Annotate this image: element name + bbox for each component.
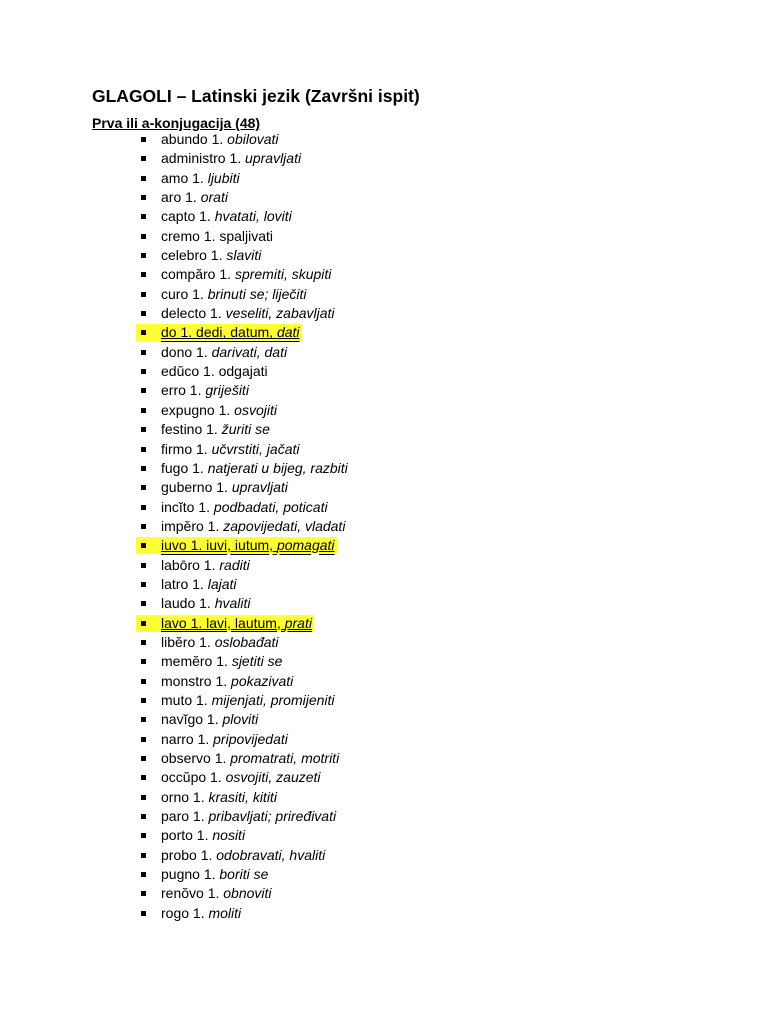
verb-meaning: upravljati [231,479,288,496]
square-bullet-icon [141,601,146,606]
square-bullet-icon [141,853,146,858]
verb-meaning: slaviti [226,247,262,264]
verb-form: impĕro 1. [161,517,224,534]
verb-form: guberno 1. [161,479,232,496]
verb-meaning: ljubiti [207,169,240,186]
square-bullet-icon [141,214,146,219]
verb-meaning: upravljati [245,150,302,167]
verb-form: muto 1. [161,691,212,708]
verb-meaning: zapovijedati, vladati [223,517,346,534]
verb-entry-text [161,904,241,923]
square-bullet-icon [141,292,146,297]
square-bullet-icon [141,176,146,181]
verb-entry-text [161,672,293,691]
verb-form: cremo 1. spaljivati [161,227,274,244]
square-bullet-icon [141,737,146,742]
verb-meaning: raditi [219,556,250,573]
square-bullet-icon [141,485,146,490]
square-bullet-icon [141,253,146,258]
verb-entry-text [161,614,312,633]
square-bullet-icon [141,717,146,722]
verb-entry-text [161,749,339,768]
verb-meaning: osvojiti [234,401,277,418]
verb-meaning: podbadati, poticati [213,498,328,515]
verb-form: libĕro 1. [161,633,215,650]
verb-meaning: darivati, dati [211,343,288,360]
square-bullet-icon [141,388,146,393]
verb-meaning: lajati [207,575,237,592]
verb-meaning: učvrstiti, jačati [211,440,300,457]
verb-form: probo 1. [161,846,217,863]
verb-entry-text [161,265,331,284]
verb-form: navĭgo 1. [161,711,223,728]
verb-meaning: hvatati, loviti [214,208,292,225]
verb-entry-text [161,846,325,865]
verb-entry-text [161,401,277,420]
verb-form: celebro 1. [161,247,227,264]
square-bullet-icon [141,195,146,200]
verb-entry-text [161,188,228,207]
square-bullet-icon [141,891,146,896]
square-bullet-icon [141,137,146,142]
verb-entry-text [161,536,335,555]
square-bullet-icon [141,833,146,838]
verb-form: administro 1. [161,150,246,167]
square-bullet-icon [141,563,146,568]
square-bullet-icon [141,582,146,587]
verb-meaning: obilovati [227,131,279,147]
verb-entry-text [161,594,251,613]
square-bullet-icon [141,350,146,355]
verb-form: do 1. dedi, datum, [161,324,277,341]
square-bullet-icon [141,679,146,684]
verb-form: orno 1. [161,788,209,805]
square-bullet-icon [141,272,146,277]
square-bullet-icon [141,756,146,761]
verb-meaning: mijenjati, promijeniti [211,691,335,708]
square-bullet-icon [141,659,146,664]
verb-form: laudo 1. [161,595,215,612]
verb-entry-text [161,478,288,497]
verb-form: firmo 1. [161,440,212,457]
square-bullet-icon [141,775,146,780]
verb-entry-text [161,498,328,517]
verb-meaning: prati [284,614,312,631]
verb-form: monstro 1. [161,672,232,689]
verb-meaning: odobravati, hvaliti [216,846,326,863]
verb-entry-text [161,884,272,903]
square-bullet-icon [141,872,146,877]
square-bullet-icon [141,524,146,529]
verb-meaning: veseliti, zabavljati [225,305,335,322]
verb-meaning: oslobađati [214,633,279,650]
verb-meaning: hvaliti [214,595,251,612]
square-bullet-icon [141,911,146,916]
square-bullet-icon [141,311,146,316]
verb-entry-text [161,285,307,304]
document-title: GLAGOLI – Latinski jezik (Završni ispit) [92,86,420,106]
verb-form: labōro 1. [161,556,220,573]
square-bullet-icon [141,330,146,335]
square-bullet-icon [141,466,146,471]
square-bullet-icon [141,447,146,452]
verb-form: observo 1. [161,750,231,766]
verb-form: memĕro 1. [161,653,232,670]
verb-entry-text [161,304,335,323]
verb-meaning: promatrati, motriti [230,750,340,766]
verb-meaning: pokazivati [231,672,294,689]
verb-entry-text [161,865,268,884]
verb-meaning: boriti se [219,866,269,883]
verb-meaning: spremiti, skupiti [234,266,332,283]
verb-form: iuvo 1. iuvi, iutum, [161,537,277,554]
verb-entry-text [161,691,335,710]
verb-meaning: dati [276,324,300,341]
verb-entry-text [161,420,270,439]
verb-meaning: krasiti, kititi [208,788,277,805]
verb-entry-text [161,652,282,671]
verb-form: occŭpo 1. [161,769,226,786]
verb-meaning: orati [200,189,228,206]
verb-meaning: brinuti se; liječiti [207,285,307,302]
verb-entry-text [161,517,345,536]
verb-form: festino 1. [161,421,222,438]
section-heading: Prva ili a-konjugacija (48) [92,115,261,131]
square-bullet-icon [141,814,146,819]
verb-meaning: sjetiti se [231,653,283,670]
verb-form: renŏvo 1. [161,885,224,902]
square-bullet-icon [141,234,146,239]
verb-form: latro 1. [161,575,208,592]
verb-form: amo 1. [161,169,208,186]
verb-form: delecto 1. [161,305,226,322]
square-bullet-icon [141,156,146,161]
verb-form: erro 1. [161,382,206,399]
verb-meaning: osvojiti, zauzeti [225,769,321,786]
verb-form: paro 1. [161,808,209,825]
square-bullet-icon [141,640,146,645]
verb-meaning: griješiti [205,382,249,399]
verb-form: expugno 1. [161,401,235,418]
verb-meaning: nositi [212,827,246,844]
verb-meaning: pribavljati; priređivati [208,808,337,825]
verb-entry-text [161,343,287,362]
verb-entry-text [161,710,258,729]
square-bullet-icon [141,369,146,374]
verb-entry-text [161,440,300,459]
verb-entry-text [161,149,301,168]
square-bullet-icon [141,408,146,413]
verb-entry-text [161,459,348,478]
verb-entry-text [161,381,249,400]
verb-form: curo 1. [161,285,208,302]
verb-entry-text [161,807,336,826]
verb-entry-text [161,246,261,265]
verb-meaning: žuriti se [221,421,270,438]
verb-form: aro 1. [161,189,201,206]
verb-form: pugno 1. [161,866,220,883]
verb-meaning: natjerati u bijeg, razbiti [207,459,348,476]
verb-entry-text [161,556,250,575]
verb-form: rogo 1. [161,904,209,921]
verb-entry-text [161,169,240,188]
verb-form: edŭco 1. odgajati [161,363,268,380]
verb-form: capto 1. [161,208,215,225]
verb-entry-text [161,730,288,749]
square-bullet-icon [141,621,146,626]
verb-form: incĭto 1. [161,498,214,515]
verb-meaning: pripovijedati [213,730,288,747]
verb-form: lavo 1. lavi, lautum, [161,614,285,631]
square-bullet-icon [141,505,146,510]
square-bullet-icon [141,543,146,548]
square-bullet-icon [141,427,146,432]
verb-entry-text [161,633,279,652]
verb-form: compăro 1. [161,266,235,283]
square-bullet-icon [141,795,146,800]
verb-form: fugo 1. [161,459,208,476]
verb-entry-text [161,768,321,787]
verb-entry-text [161,227,273,246]
square-bullet-icon [141,698,146,703]
verb-entry-text [161,788,277,807]
verb-form: narro 1. [161,730,214,747]
verb-meaning: obnoviti [223,885,272,902]
verb-entry-text [161,130,279,149]
verb-entry-text [161,362,268,381]
verb-entry-text [161,826,245,845]
verb-entry-text [161,207,292,226]
verb-form: dono 1. [161,343,212,360]
verb-entry-text [161,323,300,342]
verb-meaning: pomagati [276,537,335,554]
verb-meaning: moliti [208,904,242,921]
verb-meaning: ploviti [222,711,259,728]
verb-entry-text [161,575,237,594]
verb-form: porto 1. [161,827,213,844]
verb-form: abundo 1. [161,131,228,147]
